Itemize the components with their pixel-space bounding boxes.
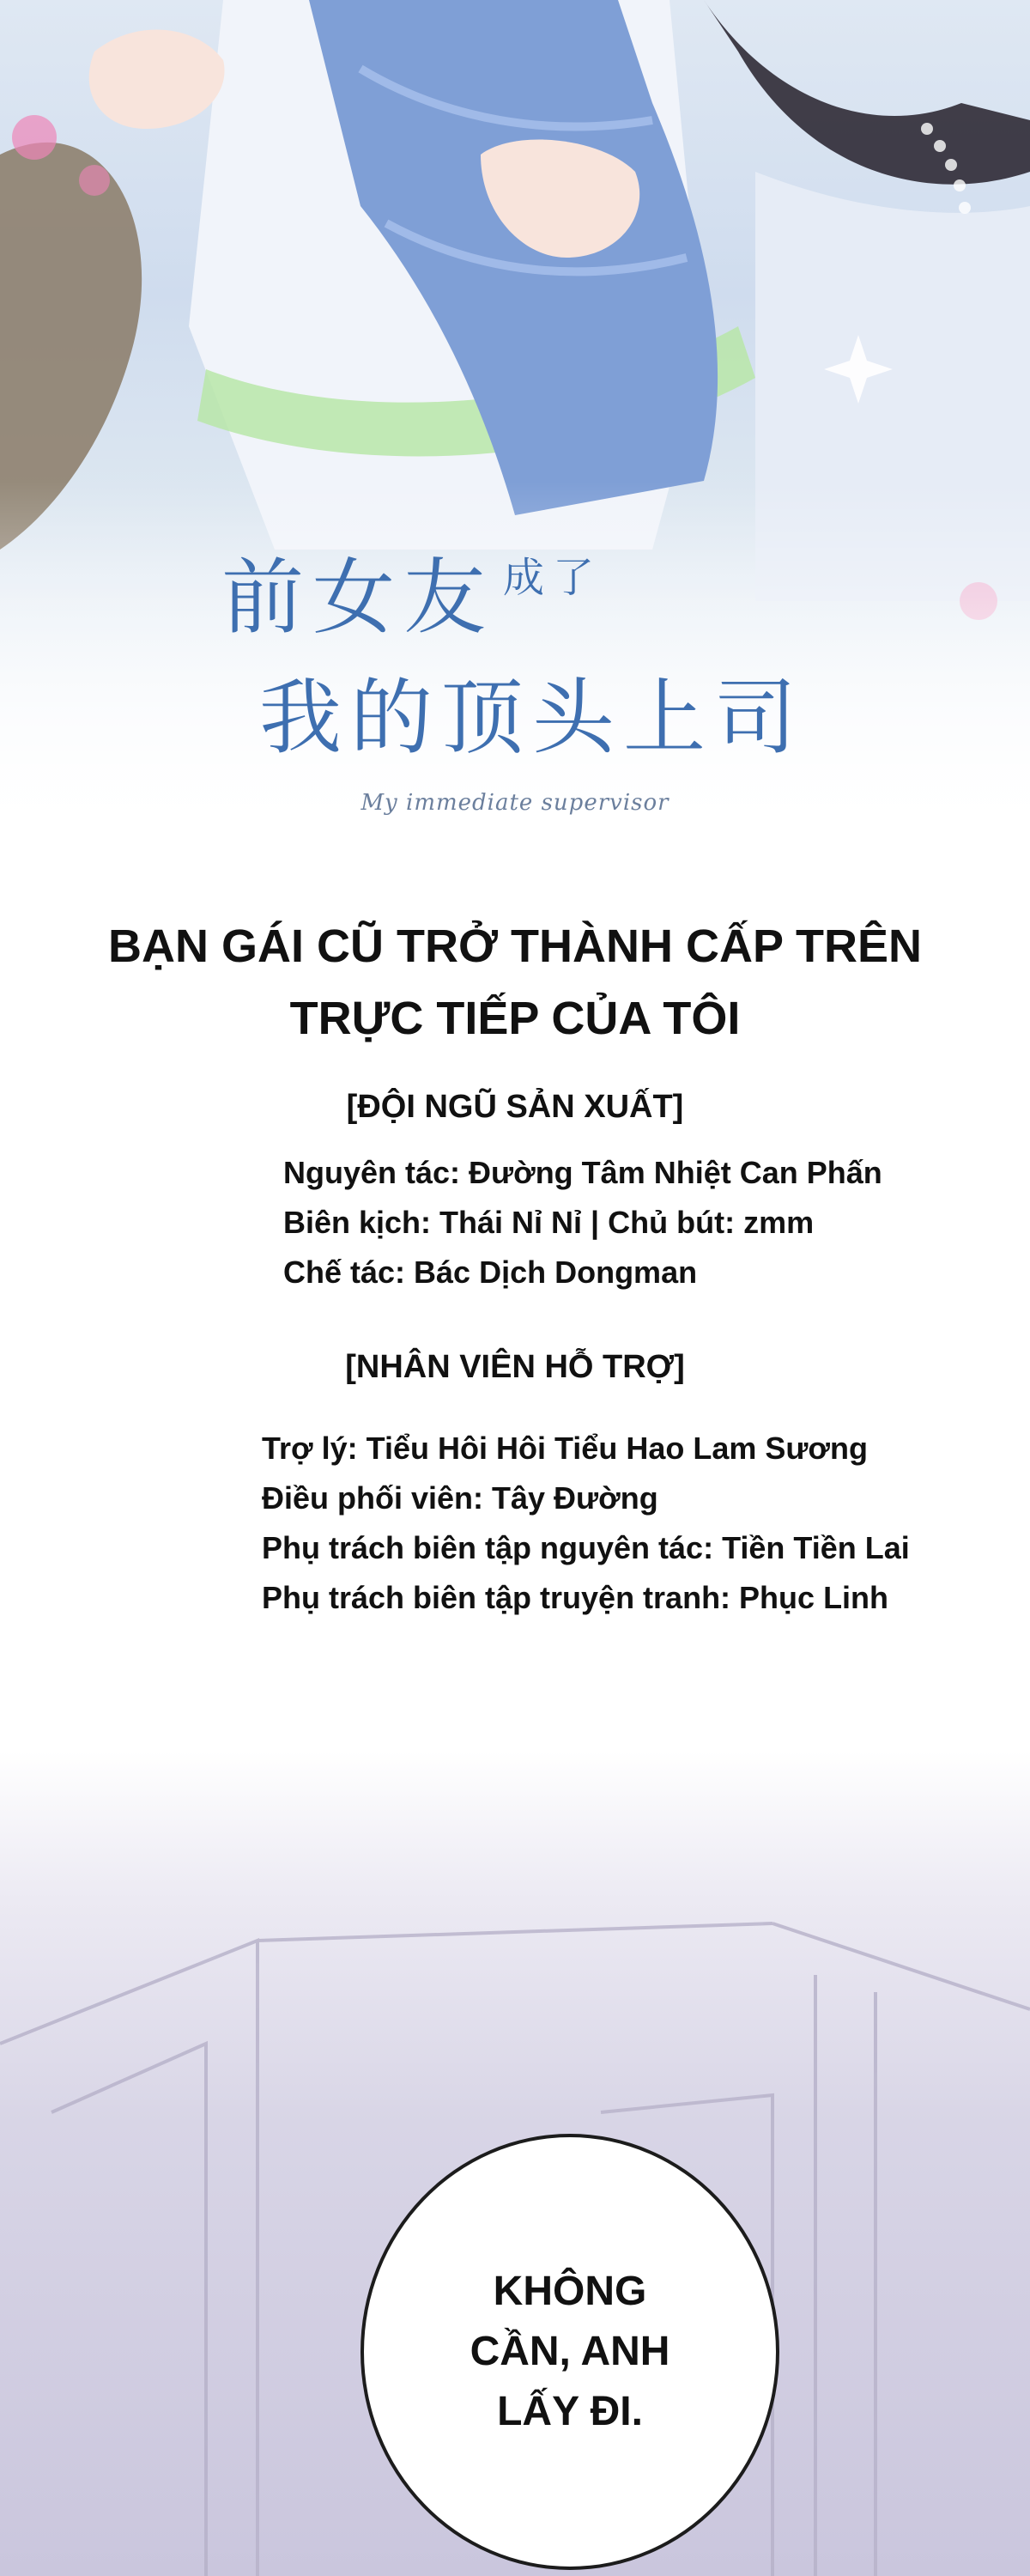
support-staff-list (262, 1424, 1030, 1623)
title-en: My immediate supervisor (360, 790, 670, 816)
credit-line: Phụ trách biên tập nguyên tác: Tiền Tiền Lai (262, 1530, 910, 1565)
production-team-list (283, 1148, 1030, 1297)
credit-line: Biên kịch: Thái Nỉ Nỉ | Chủ bút: zmm (283, 1205, 815, 1240)
credit-line: Chế tác: Bác Dịch Dongman (283, 1255, 698, 1290)
support-staff-title: [NHÂN VIÊN HỖ TRỢ] (345, 1349, 685, 1385)
credits-heading-line1: BẠN GÁI CŨ TRỞ THÀNH CẤP TRÊN (107, 920, 923, 972)
speech-bubble (360, 2134, 779, 2570)
credits-heading-line2: TRỰC TIẾP CỦA TÔI (289, 993, 741, 1044)
title-cn-line1: 前女友 $^{成了}$ (221, 550, 603, 646)
hair-strand-right (704, 0, 1030, 185)
credit-line: Nguyên tác: Đường Tâm Nhiệt Can Phấn (283, 1155, 882, 1190)
hand-top-left (89, 30, 225, 129)
credit-line: Phụ trách biên tập truyện tranh: Phục Linh (262, 1580, 889, 1615)
title-cn-line2: 我的顶头上司 (259, 670, 805, 766)
production-team-title: [ĐỘI NGŨ SẢN XUẤT] (346, 1089, 684, 1125)
speech-bubble-text: KHÔNG CẦN, ANH LẤY ĐI. (470, 2269, 670, 2434)
cover-illustration (0, 0, 1030, 841)
credit-line: Điều phối viên: Tây Đường (262, 1480, 658, 1516)
title-cn-small: 成了 (502, 554, 603, 602)
credits-section (0, 910, 1030, 1623)
credit-line: Trợ lý: Tiểu Hôi Hôi Tiểu Hao Lam Sương (262, 1431, 869, 1466)
